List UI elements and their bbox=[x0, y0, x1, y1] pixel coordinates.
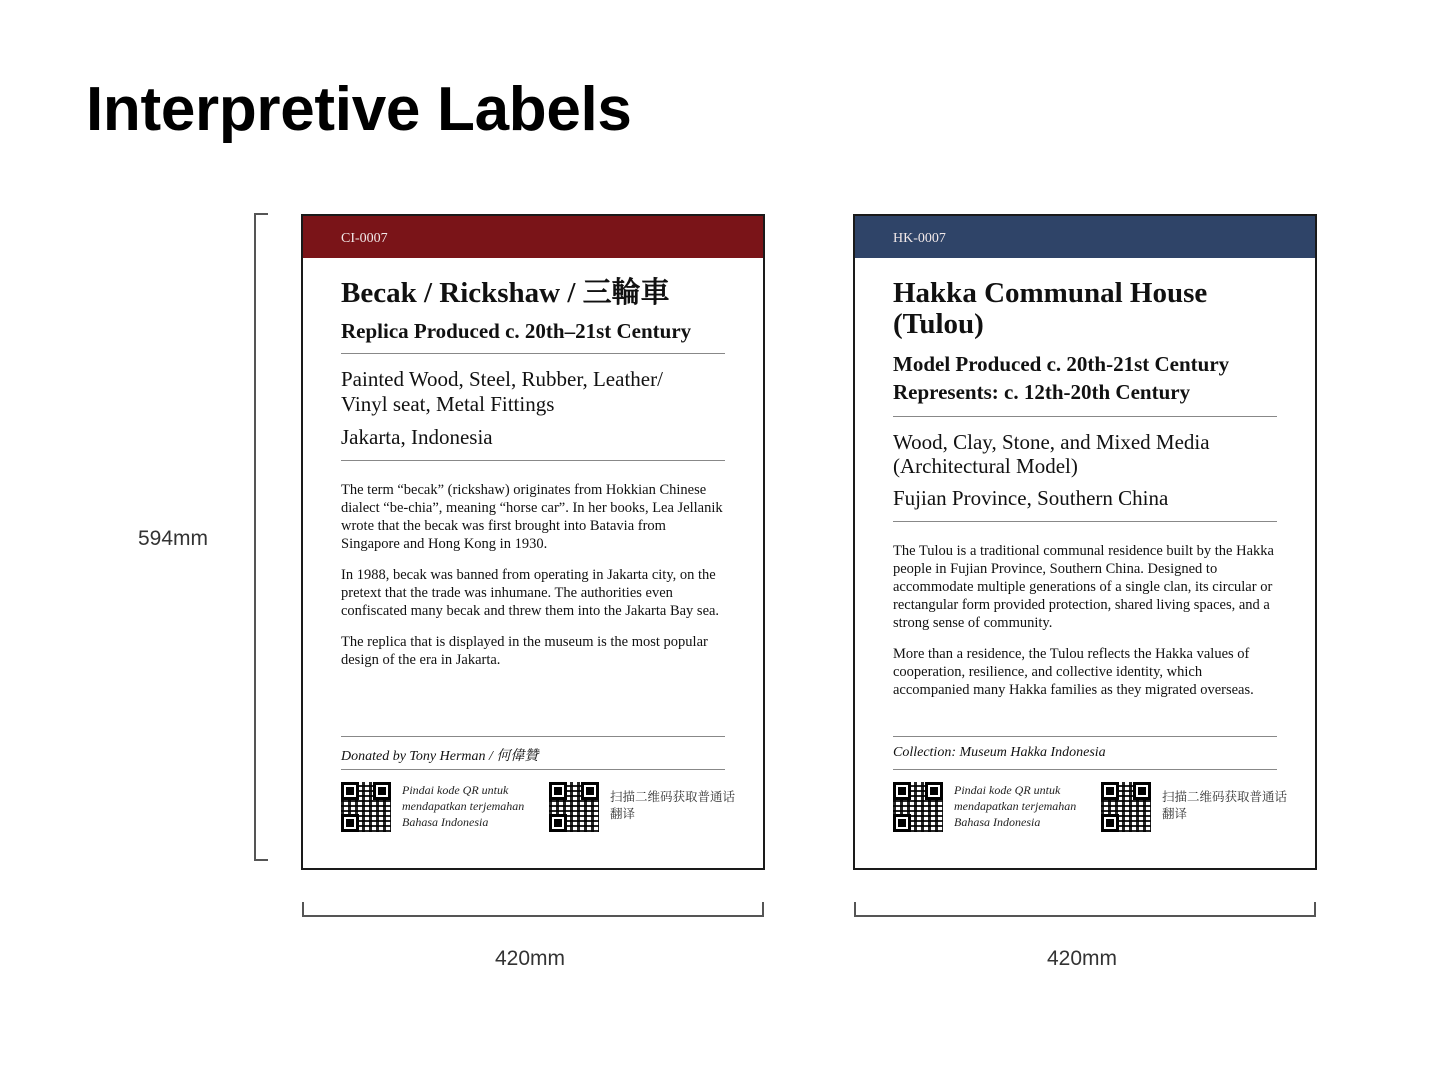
label-title: Becak / Rickshaw / 三輪車 bbox=[341, 277, 670, 309]
label-place: Fujian Province, Southern China bbox=[893, 486, 1169, 510]
width-dimension-bracket-left bbox=[302, 902, 764, 917]
divider bbox=[893, 736, 1277, 737]
label-subtitle: Model Produced c. 20th-21st Century Represents: c. 12th-20th Century bbox=[893, 352, 1230, 404]
divider bbox=[341, 353, 725, 354]
qr-caption-indonesian: Pindai kode QR untuk mendapatkan terjemahan Bahasa Indonesia bbox=[954, 783, 1077, 829]
label-paragraph: The replica that is displayed in the museum is the most popular design of the era in Jakarta. bbox=[341, 634, 708, 668]
label-paragraph: In 1988, becak was banned from operating in Jakarta city, on the pretext that the trade was inhumane. The authorities even confiscated many becak and threw them into the Jakarta Bay sea. bbox=[341, 567, 720, 619]
page-title: Interpretive Labels bbox=[86, 75, 632, 144]
divider bbox=[893, 416, 1277, 417]
label-paragraph: More than a residence, the Tulou reflects the Hakka values of cooperation, resilience, and collective identity, which accompanied many Hakka families as they migrated overseas. bbox=[893, 646, 1254, 698]
width-dimension-label-left: 420mm bbox=[495, 947, 566, 970]
width-dimension-label-right: 420mm bbox=[1047, 947, 1118, 970]
label-card-becak bbox=[301, 214, 765, 870]
qr-caption-indonesian: Pindai kode QR untuk mendapatkan terjemahan Bahasa Indonesia bbox=[402, 783, 525, 829]
qr-code-indonesian[interactable] bbox=[893, 782, 943, 832]
qr-caption-chinese: 扫描二维码获取普通话翻译 bbox=[1162, 789, 1288, 821]
label-header: CI-0007 bbox=[303, 216, 763, 258]
qr-code-chinese[interactable] bbox=[549, 782, 599, 832]
divider bbox=[893, 521, 1277, 522]
label-paragraph: The term “becak” (rickshaw) originates from Hokkian Chinese dialect “be-chia”, meaning “horse car”. In her books, Lea Jellanik wrote that the becak was first brought into Batavia from Singapore and Hong Kong in 1930. bbox=[341, 482, 723, 552]
label-place: Jakarta, Indonesia bbox=[341, 425, 493, 449]
label-media: Wood, Clay, Stone, and Mixed Media (Architectural Model) bbox=[893, 430, 1210, 478]
divider bbox=[893, 769, 1277, 770]
label-paragraph: The Tulou is a traditional communal residence built by the Hakka people in Fujian Province, Southern China. Designed to accommodate multiple generations of a single clan, its circular or rectangular form provided protection, shared living spaces, and a strong sense of community. bbox=[893, 543, 1274, 631]
label-title: Hakka Communal House (Tulou) bbox=[893, 277, 1208, 340]
width-dimension-bracket-right bbox=[854, 902, 1316, 917]
divider bbox=[341, 736, 725, 737]
label-card-tulou bbox=[853, 214, 1317, 870]
label-media: Painted Wood, Steel, Rubber, Leather/ Vinyl seat, Metal Fittings bbox=[341, 367, 663, 416]
label-credit: Collection: Museum Hakka Indonesia bbox=[893, 745, 1106, 760]
label-header: HK-0007 bbox=[855, 216, 1315, 258]
divider bbox=[341, 460, 725, 461]
divider bbox=[341, 769, 725, 770]
qr-code-chinese[interactable] bbox=[1101, 782, 1151, 832]
height-dimension-bracket bbox=[254, 213, 268, 861]
height-dimension-label: 594mm bbox=[138, 527, 209, 550]
qr-caption-chinese: 扫描二维码获取普通话翻译 bbox=[610, 789, 736, 821]
qr-code-indonesian[interactable] bbox=[341, 782, 391, 832]
label-subtitle: Replica Produced c. 20th–21st Century bbox=[341, 319, 692, 343]
label-credit: Donated by Tony Herman / 何偉贊 bbox=[341, 749, 539, 764]
